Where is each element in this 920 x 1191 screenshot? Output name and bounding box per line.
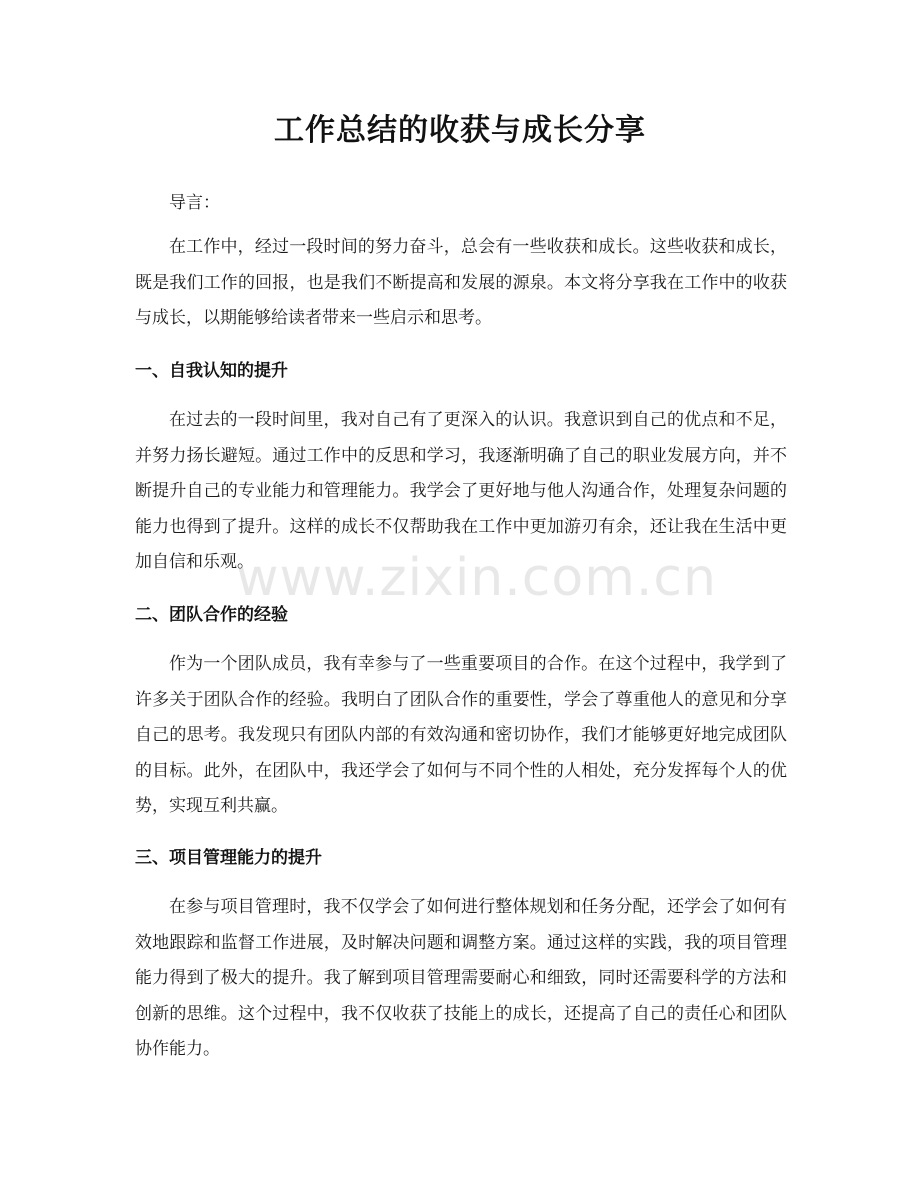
section-body-3: 在参与项目管理时，我不仅学会了如何进行整体规划和任务分配，还学会了如何有效地跟踪和监督工作进展，及时解决问题和调整方案。通过这样的实践，我的项目管理能力得到了极大的提升。我了解到项目管理需要耐心和细致，同时还需要科学的方法和创新的思维。这个过程中，我不仅收获了技能上的成长，还提高了自己的责任心和团队协作能力。 [135,897,787,1060]
section-heading-3: 三、项目管理能力的提升 [135,848,322,868]
section-heading-1: 一、自我认知的提升 [135,361,288,381]
section-body-1: 在过去的一段时间里，我对自己有了更深入的认识。我意识到自己的优点和不足，并努力扬长避短。通过工作中的反思和学习，我逐渐明确了自己的职业发展方向，并不断提升自己的专业能力和管理能力。我学会了更好地与他人沟通合作，处理复杂问题的能力也得到了提升。这样的成长不仅帮助我在工作中更加游刃有余，还让我在生活中更加自信和乐观。 [135,410,787,573]
intro-label: 导言： [169,193,220,213]
intro-paragraph: 在工作中，经过一段时间的努力奋斗，总会有一些收获和成长。这些收获和成长，既是我们工作的回报，也是我们不断提高和发展的源泉。本文将分享我在工作中的收获与成长，以期能够给读者带来一些启示和思考。 [135,237,787,329]
section-heading-2: 二、团队合作的经验 [135,605,288,625]
section-body-2: 作为一个团队成员，我有幸参与了一些重要项目的合作。在这个过程中，我学到了许多关于团队合作的经验。我明白了团队合作的重要性，学会了尊重他人的意见和分享自己的思考。我发现只有团队内部的有效沟通和密切协作，我们才能够更好地完成团队的目标。此外，在团队中，我还学会了如何与不同个性的人相处，充分发挥每个人的优势，实现互利共赢。 [135,654,787,817]
watermark: www.zixin.com.cn [236,548,717,608]
document-title: 工作总结的收获与成长分享 [274,113,646,148]
